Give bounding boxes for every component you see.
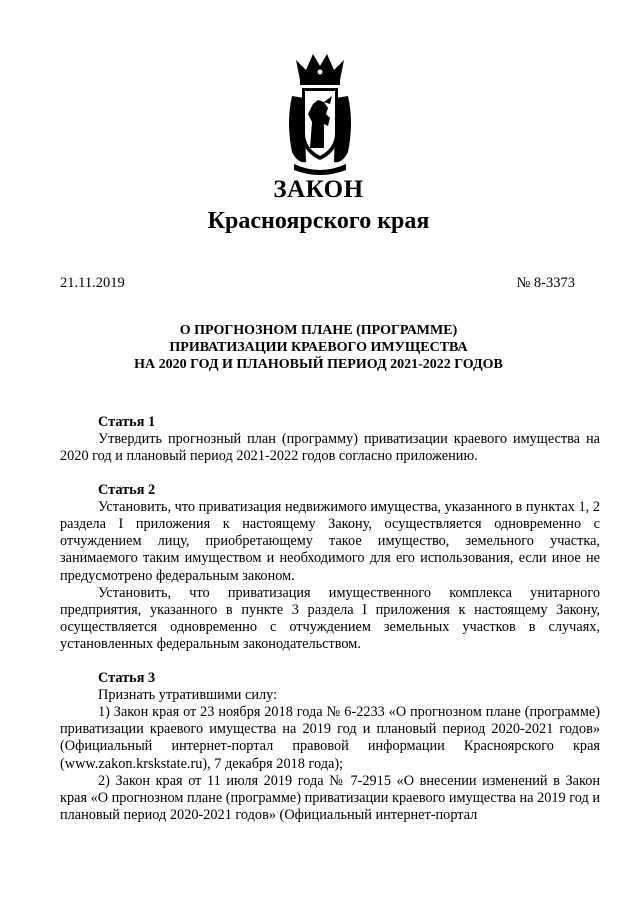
- document-number: № 8-3373: [516, 275, 575, 291]
- document-title: ЗАКОН: [273, 176, 364, 203]
- law-subject: [0, 322, 637, 373]
- document-date: 21.11.2019: [60, 275, 125, 291]
- subject-line: ПРИВАТИЗАЦИИ КРАЕВОГО ИМУЩЕСТВА: [169, 340, 468, 355]
- article-paragraph: Установить, что приватизация недвижимого имущества, указанного в пунктах 1, 2 раздела I приложения к настоящему Закону, осуществляется одновременно с отчуждением лицу, приобретающему такое имущество, земельного участка, занимаемого таким имуществом и необходимого для его использования, если иное не предусмотрено федеральным законом.: [60, 498, 600, 584]
- article-paragraph: 1) Закон края от 23 ноября 2018 года № 6-2233 «О прогнозном плане (программе) приватизации краевого имущества на 2019 год и плановый период 2020-2021 годов» (Официальный интернет-портал правовой информации Красноярского края (www.zakon.krskstate.ru), 7 декабря 2018 года);: [60, 704, 600, 772]
- document-subtitle: Красноярского края: [207, 208, 430, 234]
- article-paragraph: 2) Закон края от 11 июля 2019 года № 7-2915 «О внесении изменений в Закон края «О прогнозном плане (программе) приватизации краевого имущества на 2019 год и плановый период 2020-2021 годов» (Официальный интернет-портал: [60, 772, 600, 824]
- article-3: [60, 670, 600, 825]
- article-heading: Статья 1: [98, 414, 156, 430]
- article-paragraph: Утвердить прогнозный план (программу) приватизации краевого имущества на 2020 год и плановый период 2021-2022 годов согласно приложению.: [60, 431, 600, 465]
- subject-line: О ПРОГНОЗНОМ ПЛАНЕ (ПРОГРАММЕ): [179, 323, 458, 338]
- krasnoyarsk-coat-of-arms-icon: [286, 52, 354, 180]
- article-1: [60, 414, 600, 466]
- article-paragraph: Установить, что приватизация имущественного комплекса унитарного предприятия, указанного в пункте 3 раздела I приложения к настоящему Закону, осуществляется одновременно с отчуждением земельных участков в случаях, установленных федеральным законодательством.: [60, 584, 600, 653]
- subject-line: НА 2020 ГОД И ПЛАНОВЫЙ ПЕРИОД 2021-2022 ГОДОВ: [134, 357, 503, 372]
- article-2: [60, 482, 600, 654]
- article-heading: Статья 3: [98, 669, 156, 686]
- law-body: [60, 414, 600, 824]
- article-heading: Статья 2: [98, 481, 156, 498]
- article-paragraph: Признать утратившими силу:: [98, 686, 278, 703]
